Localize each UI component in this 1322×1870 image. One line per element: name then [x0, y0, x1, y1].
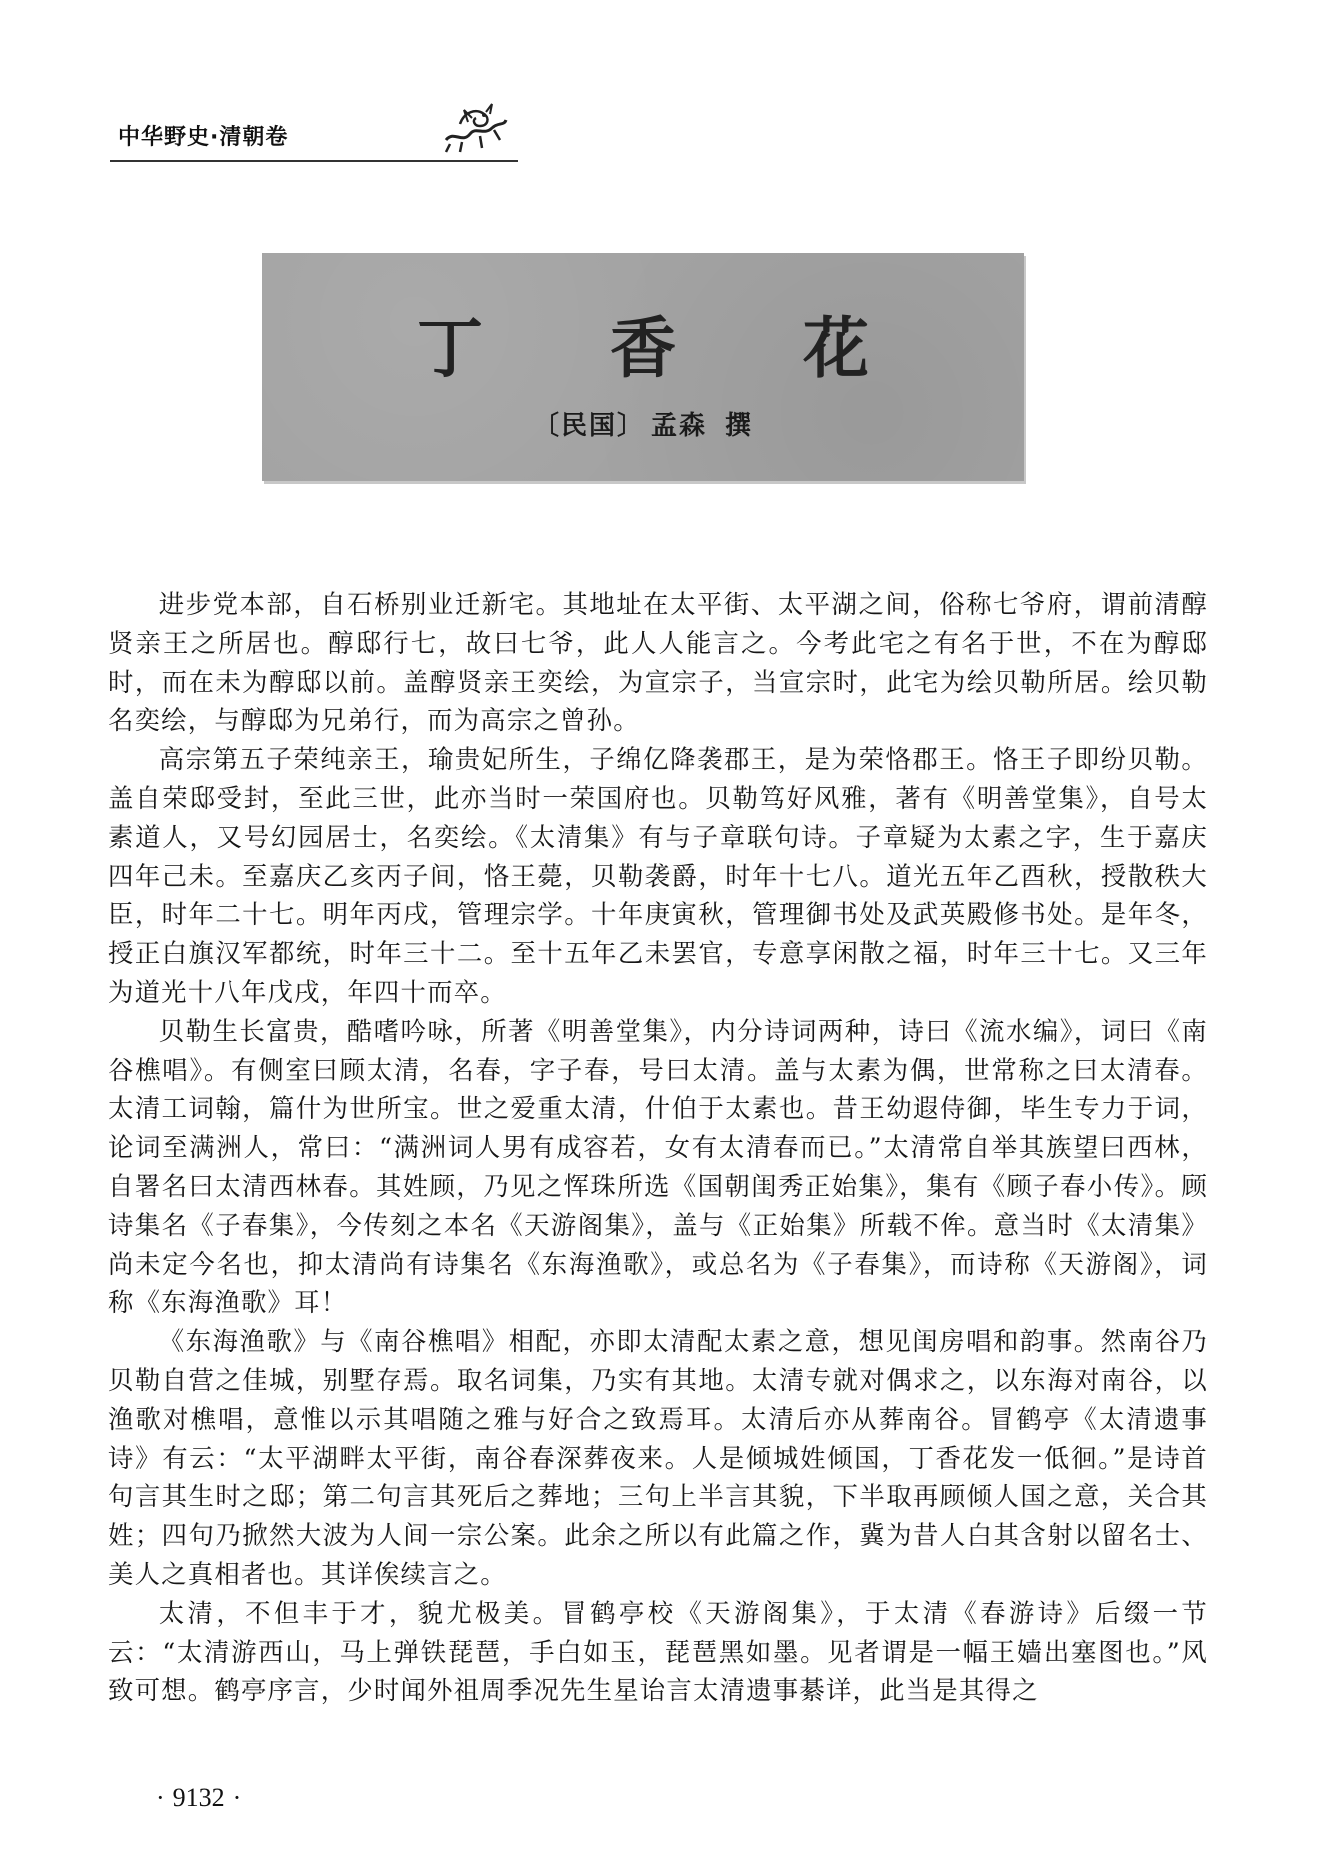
paragraph: 高宗第五子荣纯亲王，瑜贵妃所生，子绵亿降袭郡王，是为荣恪郡王。恪王子即纷贝勒。盖自荣邸受封，至此三世，此亦当时一荣国府也。贝勒笃好风雅，著有《明善堂集》，自号太素道人，又号幻园居士，名奕绘。《太清集》有与子章联句诗。子章疑为太素之字，生于嘉庆四年己未。至嘉庆乙亥丙子间，恪王薨，贝勒袭爵，时年十七八。道光五年乙酉秋，授散秩大臣，时年二十七。明年丙戌，管理宗学。十年庚寅秋，管理御书处及武英殿修书处。是年冬，授正白旗汉军都统，时年三十二。至十五年乙未罢官，专意享闲散之福，时年三十七。又三年为道光十八年戊戌，年四十而卒。 — [108, 744, 1208, 1007]
paragraph: 贝勒生长富贵，酷嗜吟咏，所著《明善堂集》，内分诗词两种，诗曰《流水编》，词曰《南谷樵唱》。有侧室曰顾太清，名春，字子春，号曰太清。盖与太素为偶，世常称之曰太清春。太清工词翰，篇什为世所宝。世之爱重太清，什伯于太素也。昔王幼遐侍御，毕生专力于词，论词至满洲人，常曰：“满洲词人男有成容若，女有太清春而已。”太清常自举其族望曰西林，自署名曰太清西林春。其姓顾，乃见之恽珠所选《国朝闺秀正始集》，集有《顾子春小传》。顾诗集名《子春集》，今传刻之本名《天游阁集》，盖与《正始集》所载不侔。意当时《太清集》尚未定今名也，抑太清尚有诗集名《东海渔歌》，或总名为《子春集》，而诗称《天游阁》，词称《东海渔歌》耳！ — [108, 1015, 1208, 1318]
page-number-value: 9132 — [172, 1783, 225, 1812]
chapter-title-block — [262, 253, 1024, 481]
folio-dot-left: · — [156, 1783, 165, 1812]
author-name: 孟森 — [650, 411, 707, 441]
running-head-title: 中华野史·清朝卷 — [118, 125, 289, 150]
body-text — [108, 585, 1208, 1710]
folio-dot-right: · — [232, 1783, 242, 1812]
page-number — [148, 1783, 249, 1813]
author-line — [262, 405, 1024, 442]
dragon-emblem-icon — [440, 100, 510, 155]
paragraph: 太清，不但丰于才，貌尤极美。冒鹤亭校《天游阁集》，于太清《春游诗》后缀一节云：“太清游西山，马上弹铁琵琶，手白如玉，琵琶黑如墨。见者谓是一幅王嫱出塞图也。”风致可想。鹤亭序言，少时闻外祖周季况先生星诒言太清遗事綦详，此当是其得之 — [108, 1597, 1208, 1706]
header-rule — [110, 160, 518, 162]
paragraph: 《东海渔歌》与《南谷樵唱》相配，亦即太清配太素之意，想见闺房唱和韵事。然南谷乃贝勒自营之佳城，别墅存焉。取名词集，乃实有其地。太清专就对偶求之，以东海对南谷，以渔歌对樵唱，意惟以示其唱随之雅与好合之致焉耳。太清后亦从葬南谷。冒鹤亭《太清遗事诗》有云：“太平湖畔太平街，南谷春深葬夜来。人是倾城姓倾国，丁香花发一低徊。”是诗首句言其生时之邸；第二句言其死后之葬地；三句上半言其貌，下半取再顾倾人国之意，关合其姓；四句乃掀然大波为人间一宗公案。此余之所以有此篇之作，冀为昔人白其含射以留名士、美人之真相者也。其详俟续言之。 — [108, 1326, 1208, 1589]
paragraph: 进步党本部，自石桥别业迁新宅。其地址在太平街、太平湖之间，俗称七爷府，谓前清醇贤亲王之所居也。醇邸行七，故曰七爷，此人人能言之。今考此宅之有名于世，不在为醇邸时，而在未为醇邸以前。盖醇贤亲王奕绘，为宣宗子，当宣宗时，此宅为绘贝勒所居。绘贝勒名奕绘，与醇邸为兄弟行，而为高宗之曾孙。 — [108, 589, 1208, 736]
dynasty-label: 〔民国〕 — [532, 411, 645, 441]
chapter-title: 丁 香 花 — [417, 310, 921, 387]
author-role: 撰 — [725, 411, 754, 441]
